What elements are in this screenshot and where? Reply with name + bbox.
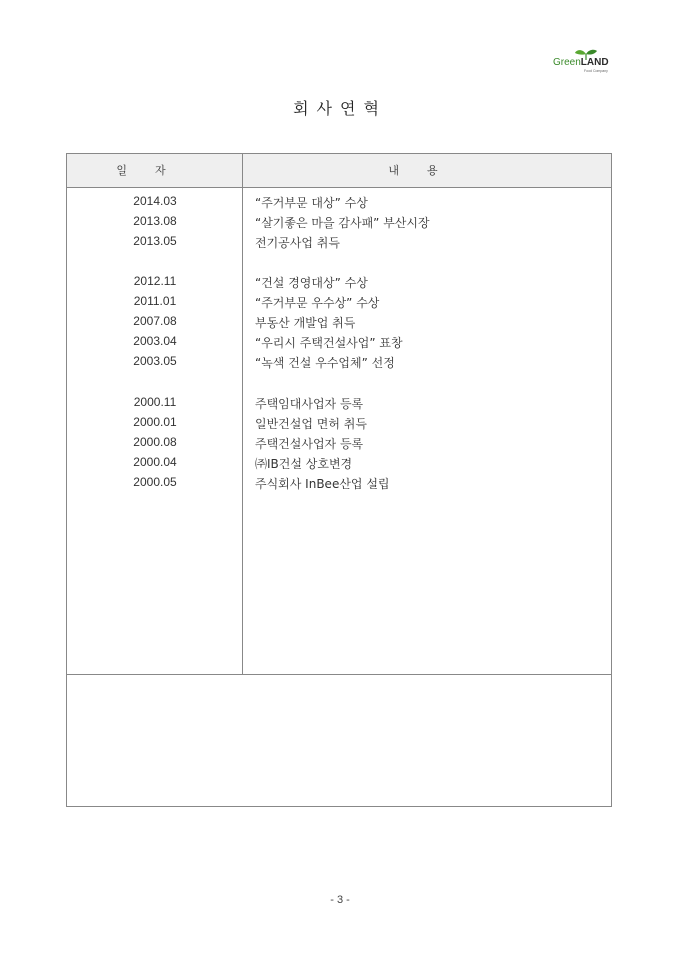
- page-number: - 3 -: [330, 894, 350, 906]
- row-date: 2007.08: [133, 314, 177, 328]
- row-date: 2000.11: [133, 395, 177, 409]
- row-date: 2000.08: [133, 435, 177, 449]
- company-logo: [553, 48, 615, 74]
- logo-brand-dark: LAND: [580, 57, 609, 68]
- row-date: 2011.01: [133, 294, 177, 308]
- section-divider: [67, 674, 611, 675]
- row-date: 2014.03: [133, 194, 177, 208]
- row-content: “녹색 건설 우수업체” 선정: [255, 356, 395, 370]
- row-date: 2000.05: [133, 475, 177, 489]
- row-date: 2000.04: [133, 455, 177, 469]
- row-content: “살기좋은 마을 감사패” 부산시장: [255, 216, 430, 230]
- row-content: “우리시 주택건설사업” 표창: [255, 336, 403, 350]
- header-date: 일자: [116, 164, 194, 177]
- column-divider: [242, 154, 243, 674]
- row-date: 2000.01: [133, 415, 177, 429]
- row-date: 2003.04: [133, 334, 177, 348]
- row-date: 2013.08: [133, 214, 177, 228]
- row-content: 전기공사업 취득: [255, 236, 340, 250]
- row-content: 주식회사 InBee산업 설립: [255, 477, 390, 491]
- row-content: 주택건설사업자 등록: [255, 437, 364, 451]
- row-content: “건설 경영대상” 수상: [255, 276, 368, 290]
- row-content: 부동산 개발업 취득: [255, 316, 356, 330]
- row-content: “주거부문 우수상” 수상: [255, 296, 380, 310]
- logo-subtitle: Food Company: [584, 69, 608, 73]
- row-content: “주거부문 대상” 수상: [255, 196, 368, 210]
- row-date: 2012.11: [133, 274, 177, 288]
- row-content: 주택임대사업자 등록: [255, 397, 364, 411]
- row-content: 일반건설업 면허 취득: [255, 417, 367, 431]
- history-table: [66, 153, 612, 807]
- row-date: 2003.05: [133, 354, 177, 368]
- row-content: ㈜IB건설 상호변경: [255, 457, 353, 471]
- logo-wordmark: [553, 58, 609, 68]
- page-title: 회사연혁: [293, 99, 387, 118]
- header-content: 내용: [388, 164, 466, 177]
- table-header: [67, 154, 611, 188]
- row-date: 2013.05: [133, 234, 177, 248]
- logo-brand-green: Green: [553, 57, 581, 68]
